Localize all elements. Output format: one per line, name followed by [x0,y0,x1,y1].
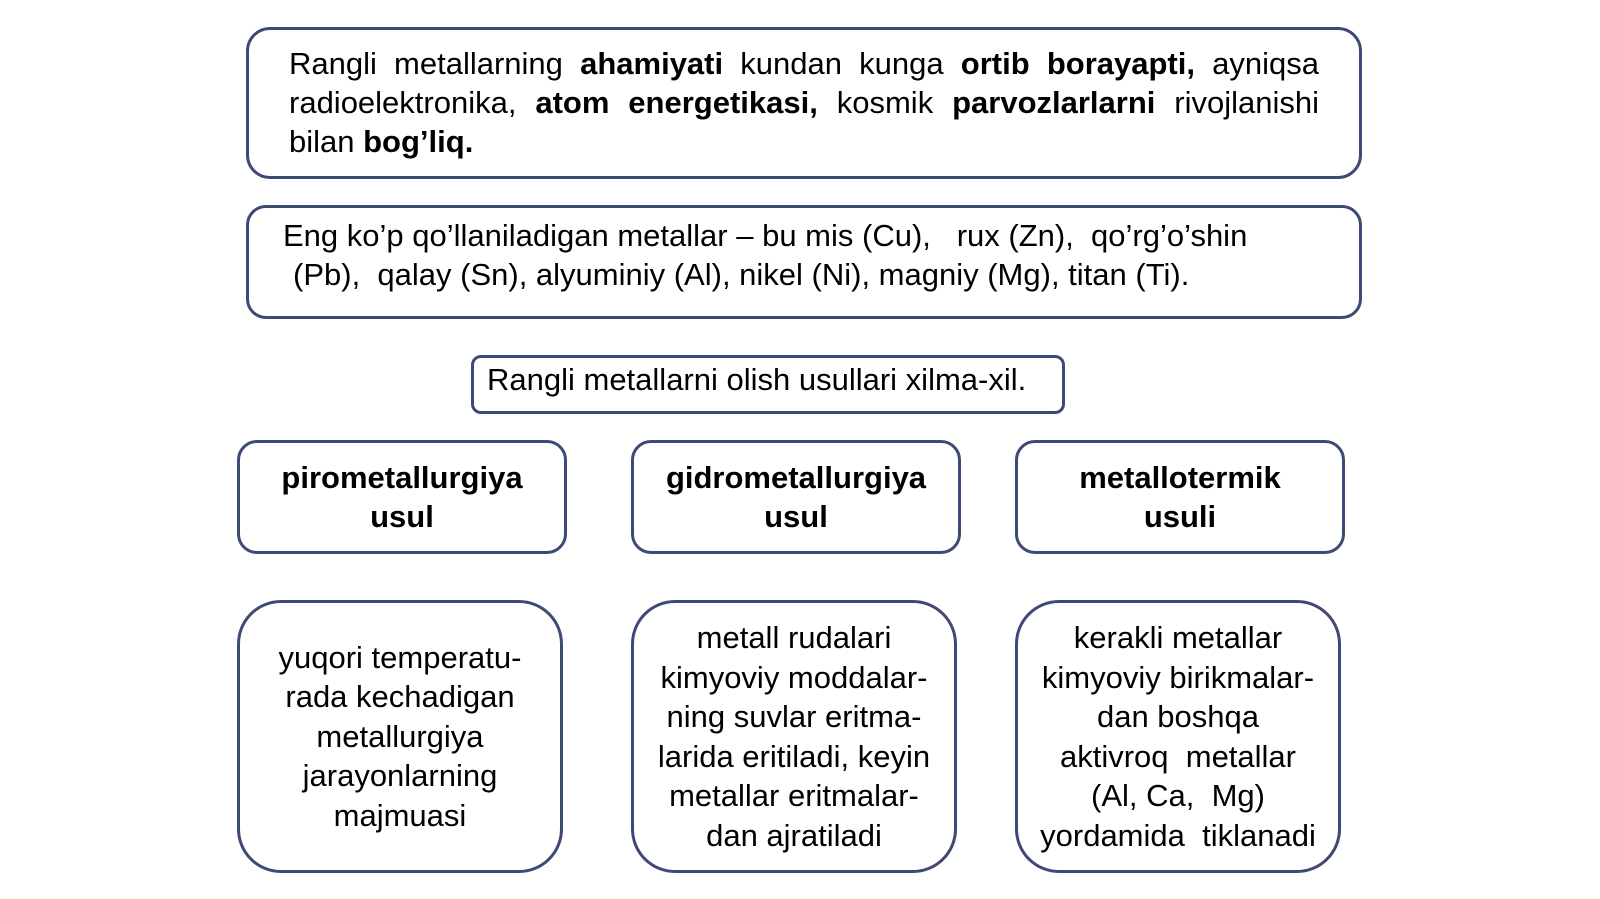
description-line: metallurgiya [316,718,484,754]
description-line: rada kechadigan [285,679,515,715]
method-description-hydrometallurgy [631,600,957,873]
description-line: metall rudalari [696,620,892,655]
method-description-pyrometallurgy [237,600,563,873]
method-box-metallothermic [1015,440,1345,554]
common-metals-line-2: (Pb), qalay (Sn), alyuminiy (Al), nikel (Ni), magniy (Mg), titan (Ti). [293,257,1190,292]
description-line: dan boshqa [1096,699,1260,734]
method-title-line: usuli [1143,499,1217,534]
description-line: kerakli metallar [1073,620,1283,655]
description-line: metallar eritmalar- [669,778,919,813]
common-metals-box [246,205,1362,319]
method-title-line: gidrometallurgiya [665,460,927,495]
description-line: kimyoviy moddalar- [660,659,928,695]
description-line: larida eritiladi, keyin [657,738,931,774]
intro-text: ayniqsa radioelektronika, [289,46,1319,120]
methods-title-box [471,355,1065,414]
method-box-hydrometallurgy [631,440,961,554]
method-description-metallothermic [1015,600,1341,873]
intro-bold-space-flights: parvozlarlarni [952,85,1156,120]
intro-text: Rangli metallarning [289,46,581,81]
method-title-line: usul [764,499,828,534]
description-line: dan ajratiladi [706,817,882,853]
intro-bold-growing: ortib borayapti, [960,46,1195,81]
methods-title: Rangli metallarni olish usullari xilma-xil. [487,362,1027,397]
intro-text: rivojlanishi bilan [289,85,1320,159]
intro-bold-importance: ahamiyati [580,46,724,81]
common-metals-line-1: Eng ko’p qo’llaniladigan metallar – bu mis (Cu), rux (Zn), qo’rg’o’shin [283,218,1248,253]
method-box-pyrometallurgy [237,440,567,554]
description-line: majmuasi [333,797,467,833]
method-title-line: metallotermik [1079,460,1281,495]
intro-text-box [246,27,1362,179]
intro-text: kosmik [817,85,953,120]
description-line: (Al, Ca, Mg) [1091,778,1265,813]
method-title-line: pirometallurgiya [281,460,523,495]
description-line: ning suvlar eritma- [666,699,922,734]
description-line: kimyoviy birikmalar- [1041,659,1315,695]
intro-bold-atomic-energy: atom energetikasi, [535,85,818,120]
description-line: yordamida tiklanadi [1040,817,1316,853]
method-title-line: usul [370,499,434,534]
description-line: yuqori temperatu- [278,639,522,675]
description-line: jarayonlarning [302,758,498,794]
intro-text: kundan kunga [723,46,961,81]
intro-bold-related: bog’liq. [363,124,474,159]
description-line: aktivroq metallar [1059,738,1296,774]
